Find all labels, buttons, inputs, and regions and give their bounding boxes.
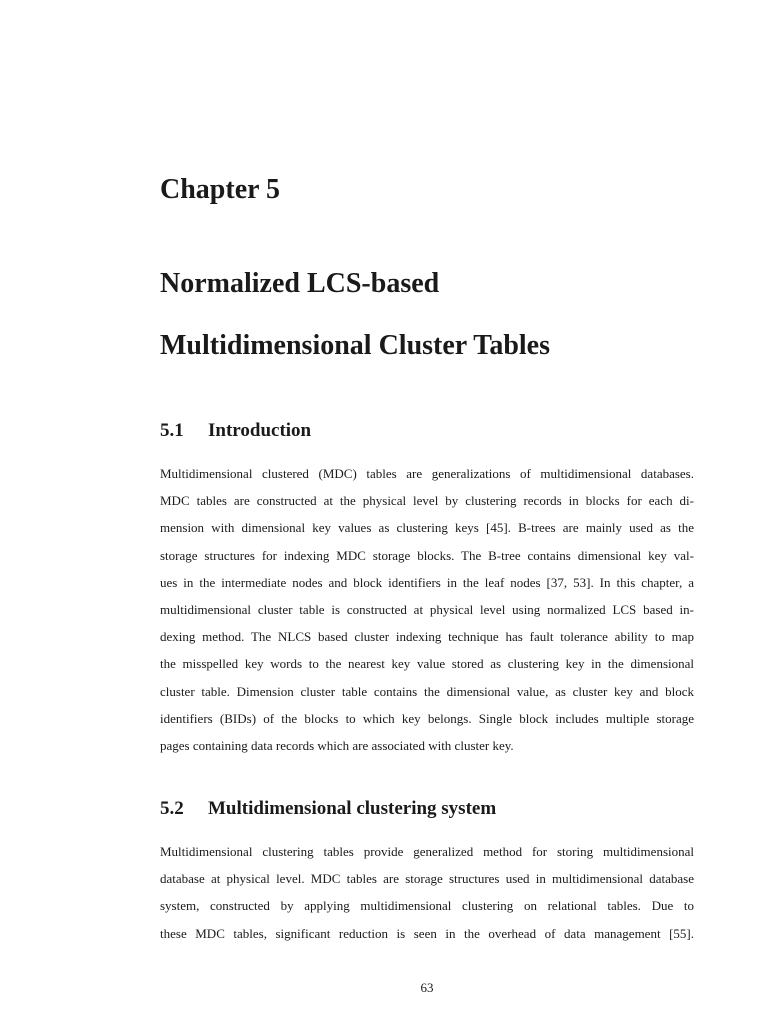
section-title: Multidimensional clustering system [208,798,497,819]
section-heading-introduction [160,418,311,444]
paragraph-line: the misspelled key words to the nearest key value stored as clustering key in the dimensional [160,656,694,672]
paragraph-line: pages containing data records which are associated with cluster key. [160,738,514,754]
chapter-title [160,253,720,377]
paragraph-line: identifiers (BIDs) of the blocks to which key belongs. Single block includes multiple storage [160,710,694,726]
section-number: 5.1 [160,420,184,441]
paragraph-line: these MDC tables, significant reduction is seen in the overhead of data management [55]. [160,925,694,941]
paragraph-line: Multidimensional clustering tables provide generalized method for storing multidimensional [160,844,694,859]
paragraph-multidimensional-clustering [160,838,694,947]
paragraph-line: storage structures for indexing MDC storage blocks. The B-tree contains dimensional key val- [160,547,694,563]
page-number: 63 [420,980,434,995]
section-heading-multidimensional-clustering [160,796,496,822]
paragraph-line: dexing method. The NLCS based cluster indexing technique has fault tolerance ability to map [160,629,694,645]
paragraph-line: system, constructed by applying multidimensional clustering on relational tables. Due to [160,898,694,914]
section-number: 5.2 [160,798,184,819]
section-title: Introduction [208,420,312,441]
paragraph-line: Multidimensional clustered (MDC) tables are generalizations of multidimensional databases. [160,466,694,481]
paragraph-line: ues in the intermediate nodes and block identifiers in the leaf nodes [37, 53]. In this chapter, a [160,574,694,590]
chapter-title-line: Multidimensional Cluster Tables [160,330,551,361]
chapter-label: Chapter 5 [160,174,281,205]
paragraph-line: multidimensional cluster table is constructed at physical level using normalized LCS based in- [160,602,694,618]
paragraph-line: MDC tables are constructed at the physical level by clustering records in blocks for each di- [160,493,694,509]
paragraph-introduction [160,460,694,759]
chapter-title-line: Normalized LCS-based [160,268,440,299]
paragraph-line: mension with dimensional key values as clustering keys [45]. B-trees are mainly used as the [160,520,694,536]
paragraph-line: database at physical level. MDC tables are storage structures used in multidimensional database [160,871,694,887]
paragraph-line: cluster table. Dimension cluster table contains the dimensional value, as cluster key and block [160,683,694,699]
